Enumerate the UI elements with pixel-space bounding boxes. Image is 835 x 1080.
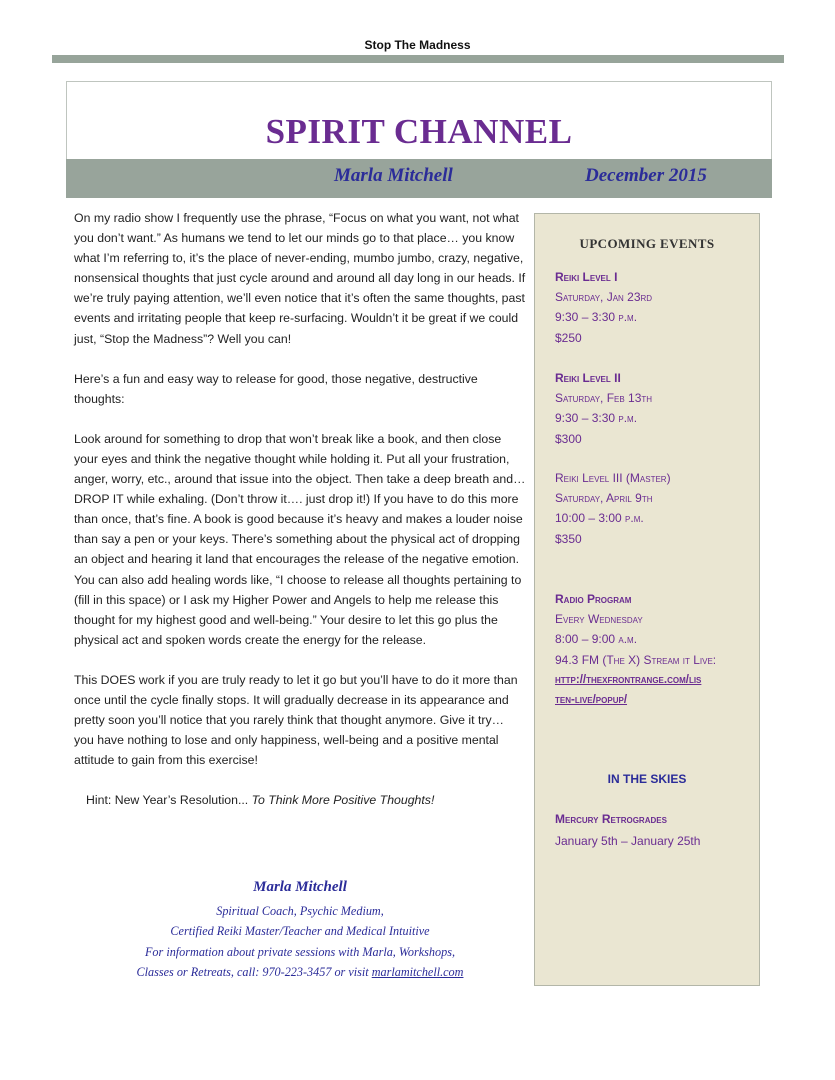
hint-line — [86, 790, 526, 810]
event-mercury — [555, 809, 755, 851]
event-title: Radio Program — [555, 592, 632, 606]
event-time: 9:30 – 3:30 p.m. — [555, 411, 638, 426]
event-reiki-3 — [555, 468, 755, 549]
event-title: Reiki Level I — [555, 270, 618, 284]
masthead-box — [66, 81, 772, 160]
signature-line-2: Certified Reiki Master/Teacher and Medical Intuitive — [170, 924, 430, 939]
event-station: 94.3 FM (The X) Stream it Live: — [555, 652, 717, 667]
event-title: Reiki Level III (Master) — [555, 471, 671, 485]
sidebar-title: UPCOMING EVENTS — [579, 236, 715, 251]
event-price: $300 — [555, 431, 582, 446]
issue-date: December 2015 — [585, 165, 707, 186]
event-time: 8:00 – 9:00 a.m. — [555, 632, 638, 647]
event-reiki-2 — [555, 368, 755, 449]
signature-line-3: For information about private sessions with Marla, Workshops, — [144, 944, 455, 959]
event-reiki-1 — [555, 267, 755, 348]
article-body — [74, 208, 526, 830]
event-price: $250 — [555, 330, 582, 345]
event-date: Saturday, Jan 23rd — [555, 290, 653, 305]
stream-link-line-2[interactable]: ten-live/popup/ — [555, 694, 628, 707]
signature-name: Marla Mitchell — [253, 879, 347, 895]
website-link[interactable]: marlamitchell.com — [371, 964, 464, 979]
signature-block — [74, 877, 526, 982]
hint-prefix: Hint: New Year’s Resolution... — [86, 793, 249, 808]
event-price: $350 — [555, 531, 582, 546]
signature-line-4 — [74, 962, 526, 982]
newsletter-title: SPIRIT CHANNEL — [265, 112, 573, 151]
signature-line-4-text: Classes or Retreats, call: 970-223-3457 or visit — [136, 964, 372, 979]
event-radio — [555, 589, 755, 710]
paragraph-2: Here’s a fun and easy way to release for good, those negative, destructive thoughts: — [74, 371, 478, 406]
event-date: Saturday, Feb 13th — [555, 391, 653, 406]
paragraph-3: Look around for something to drop that won’t break like a book, and then close your eyes and think the negative thought while holding it. Put all your frustration, anger, worry, etc., around that issue into the object. Then take a deep breath and… DROP IT while exhaling. (Don’t throw it…. just drop it!) If you have to do this more than once, that’s fine. A book is good because it’s heavy and makes a louder noise than say a pen or your keys. There’s something about the physical act of dropping an object and hearing it land that encourages the release of the negative emotion. You can also add healing words like, “I choose to release all thoughts pertaining to (fill in this space) or I ask my Higher Power and Angels to help me release this thought for my highest good and well-being.” Your desire to let this go plus the physical act and spoken words create the energy for the release. — [74, 431, 526, 647]
hint-emphasis: To Think More Positive Thoughts! — [248, 793, 435, 808]
event-time: 9:30 – 3:30 p.m. — [555, 310, 638, 325]
paragraph-4: This DOES work if you are truly ready to let it go but you’ll have to do it more than once until the cycle finally stops. It will gradually decrease in its appearance and pretty soon you’ll notice that you rarely think that thought anymore. Give it try… you have nothing to lose and only happiness, well-being and a positive mental attitude to gain from this exercise! — [74, 672, 518, 768]
running-header: Stop The Madness — [364, 38, 471, 52]
masthead-subbar — [66, 159, 772, 198]
paragraph-1: On my radio show I frequently use the phrase, “Focus on what you want, not what you don’t want.” As humans we tend to let our minds go to that place… you know what I’m referring to, it’s the place of never-ending, mumbo jumbo, crazy, negative, nonsensical thoughts that just cycle around and around all day long in our heads. If we’re truly paying attention, we’ll even notice that it’s often the same thoughts, past events and irritating people that keep re-surfacing. Wouldn’t it be great if we could just, “Stop the Madness”? Well you can! — [74, 211, 526, 346]
skies-title: IN THE SKIES — [607, 772, 687, 786]
signature-line-1: Spiritual Coach, Psychic Medium, — [216, 904, 384, 918]
header-rule — [52, 55, 784, 63]
event-when: Every Wednesday — [555, 612, 643, 627]
events-sidebar — [534, 213, 760, 986]
stream-link-line-1[interactable]: http://thexfrontrange.com/lis — [555, 673, 702, 686]
event-date: Saturday, April 9th — [555, 491, 653, 506]
event-title: Reiki Level II — [555, 371, 621, 385]
event-time: 10:00 – 3:00 p.m. — [555, 511, 644, 526]
event-title: Mercury Retrogrades — [555, 812, 667, 826]
author-name: Marla Mitchell — [334, 165, 453, 186]
event-dates: January 5th – January 25th — [555, 834, 701, 849]
